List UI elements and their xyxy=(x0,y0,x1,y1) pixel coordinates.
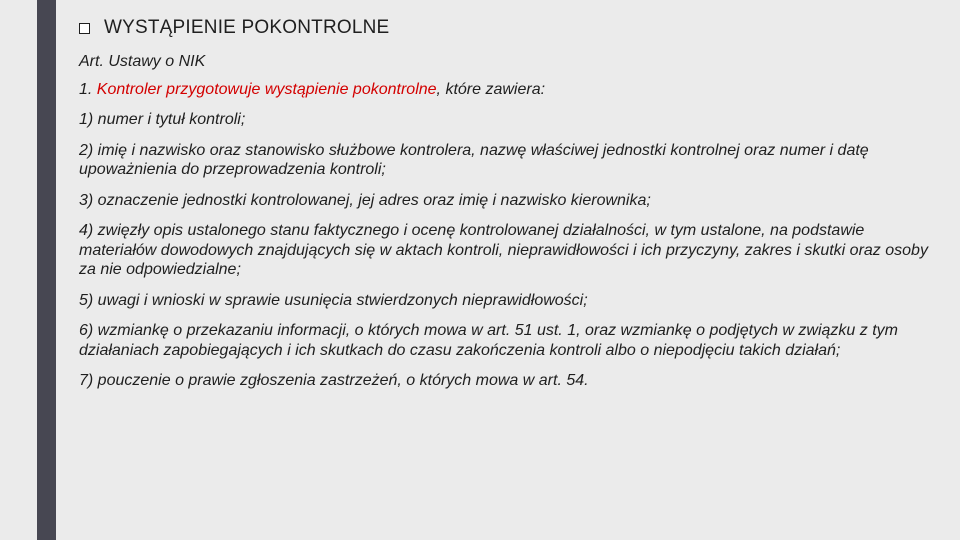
intro-paragraph xyxy=(79,80,939,100)
list-item-7: 7) pouczenie o prawie zgłoszenia zastrzeżeń, o których mowa w art. 54. xyxy=(79,372,589,389)
slide-heading xyxy=(79,17,939,39)
intro-number: 1. xyxy=(79,80,93,98)
list-item-1: 1) numer i tytuł kontroli; xyxy=(79,111,246,128)
checkbox-icon xyxy=(79,23,90,34)
source-reference: Art. Ustawy o NIK xyxy=(79,53,206,70)
slide-title: WYSTĄPIENIE POKONTROLNE xyxy=(104,17,390,38)
list-item-3: 3) oznaczenie jednostki kontrolowanej, jej adres oraz imię i nazwisko kierownika; xyxy=(79,191,651,209)
intro-rest: , które zawiera: xyxy=(436,80,546,98)
list-item-6: 6) wzmiankę o przekazaniu informacji, o których mowa w art. 51 ust. 1, oraz wzmiankę o podjętych w związku z tym działaniach zapobiegających i ich skutkach do czasu zakończenia kontroli albo o niepodjęciu takich działań; xyxy=(79,322,898,359)
intro-highlight: Kontroler przygotowuje wystąpienie pokontrolne xyxy=(96,80,437,98)
list-item-2: 2) imię i nazwisko oraz stanowisko służbowe kontrolera, nazwę właściwej jednostki kontrolnej oraz numer i datę upoważnienia do przeprowadzenia kontroli; xyxy=(79,141,869,178)
left-accent-bar xyxy=(37,0,56,540)
list-item-4: 4) zwięzły opis ustalonego stanu faktycznego i ocenę kontrolowanej działalności, w tym ustalone, na podstawie materiałów dowodowych znajdujących się w aktach kontroli, nieprawidłowości i ich przyczyny, zakres i skutki oraz osoby za nie odpowiedzialne; xyxy=(79,222,928,278)
slide-content xyxy=(79,17,939,402)
list-item-5: 5) uwagi i wnioski w sprawie usunięcia stwierdzonych nieprawidłowości; xyxy=(79,291,588,309)
